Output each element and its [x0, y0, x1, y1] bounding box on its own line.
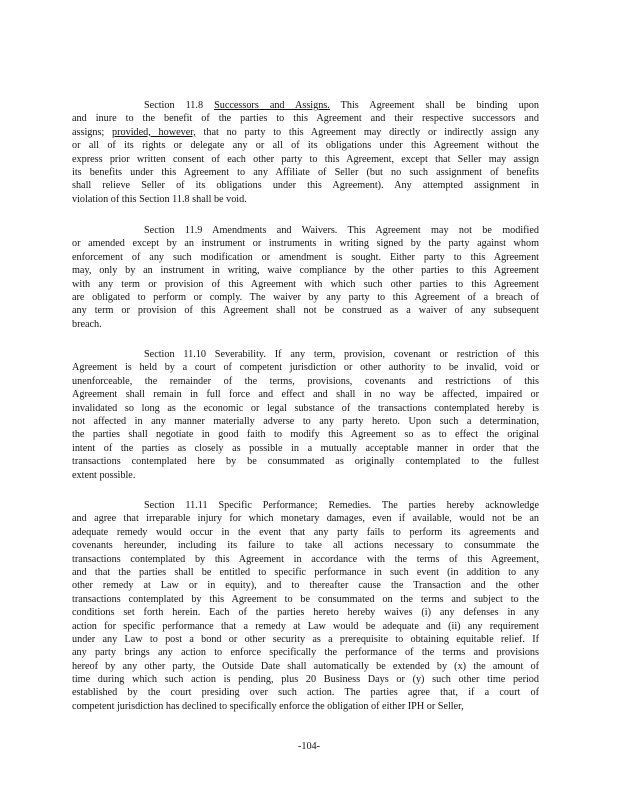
text-run: and inure to the benefit of the parties to this Agreement and their respective successors and: [72, 113, 539, 125]
text-run: assigns;: [72, 126, 113, 138]
paragraph-line: [72, 539, 539, 552]
paragraph-line: [72, 291, 539, 304]
paragraph-line: [72, 512, 539, 525]
section-11-11: [72, 499, 539, 713]
text-run: intent of the parties as closely as possible in a mutually acceptable manner in order that the: [72, 442, 539, 454]
paragraph-line: [72, 278, 539, 291]
page-number: -104-: [297, 741, 321, 752]
text-run: competent jurisdiction has declined to specifically enforce the obligation of either IPH or Seller,: [72, 700, 464, 712]
underlined-heading: provided, however,: [112, 126, 196, 138]
text-run: Agreement is held by a court of competent jurisdiction or other authority to be invalid, void or: [72, 362, 539, 374]
text-run: and agree that irreparable injury for which monetary damages, even if available, would not be an: [72, 513, 539, 525]
text-run: other remedy at Law or in equity), and to thereafter cause the Transaction and the other: [72, 580, 539, 592]
paragraph-line: [72, 579, 539, 592]
text-run: or all of its rights or delegate any or all of its obligations under this Agreement without the: [72, 140, 539, 152]
paragraph-line: [72, 166, 539, 179]
paragraph-line: [72, 126, 539, 139]
paragraph-line: [72, 237, 539, 250]
paragraph-line: [72, 402, 539, 415]
paragraph-line: [72, 646, 539, 659]
text-run: any party brings any action to enforce specifically the performance of the terms and provisions: [72, 647, 539, 659]
text-run: the parties shall negotiate in good faith to modify this Agreement so as to effect the original: [72, 429, 539, 441]
text-run: with any term or provision of this Agreement with which such other parties to this Agreement: [72, 278, 539, 290]
paragraph-line: [72, 193, 539, 206]
text-run: violation of this Section 11.8 shall be void.: [72, 193, 247, 205]
text-run: under any Law to post a bond or other security as a prerequisite to obtaining equitable relief. If: [72, 633, 539, 645]
text-run: hereof by any other party, the Outside Date shall automatically be extended by (x) the amount of: [72, 660, 539, 672]
paragraph-line: [72, 361, 539, 374]
text-run: shall relieve Seller of its obligations under this Agreement). Any attempted assignment in: [72, 180, 539, 192]
paragraph-line: [72, 153, 539, 166]
text-run: transactions contemplated by this Agreement in accordance with the terms of this Agreement,: [72, 553, 539, 565]
paragraph-line: [72, 388, 539, 401]
text-run: may, only by an instrument in writing, waive compliance by the other parties to this Agreement: [72, 265, 539, 277]
paragraph-line: [72, 633, 539, 646]
text-run: action for specific performance that a remedy at Law would be adequate and (ii) any requirement: [72, 620, 539, 632]
paragraph-line: [72, 99, 539, 112]
text-run: or amended except by an instrument or instruments in writing signed by the party against whom: [72, 238, 539, 250]
text-run: that no party to this Agreement may directly or indirectly assign any: [195, 126, 539, 138]
paragraph-line: [72, 660, 539, 673]
paragraph-line: [72, 375, 539, 388]
text-run: extent possible.: [72, 469, 136, 481]
underlined-heading: Successors and Assigns.: [214, 100, 330, 111]
paragraph-line: [72, 224, 539, 237]
text-run: transactions contemplated here by be consummated as originally contemplated to the fullest: [72, 456, 539, 468]
paragraph-line: [72, 499, 539, 512]
paragraph-line: [72, 304, 539, 317]
paragraph-line: [72, 469, 539, 482]
paragraph-line: [72, 179, 539, 192]
section-11-9: [72, 224, 539, 331]
text-run: enforcement of any such modification or amendment is sought. Either party to this Agreement: [72, 251, 539, 263]
paragraph-line: [72, 139, 539, 152]
paragraph-line: [72, 251, 539, 264]
paragraph-line: [72, 348, 539, 361]
text-run: Section 11.11 Specific Performance; Remedies. The parties hereby acknowledge: [144, 500, 539, 511]
paragraph-line: [72, 566, 539, 579]
paragraph-line: [72, 673, 539, 686]
section-11-10: [72, 348, 539, 482]
paragraph-line: [72, 686, 539, 699]
paragraph-line: [72, 526, 539, 539]
text-run: unenforceable, the remainder of the terms, provisions, covenants and restrictions of this: [72, 375, 539, 387]
text-run: any term or provision of this Agreement shall not be construed as a waiver of any subsequent: [72, 305, 539, 317]
text-run: time during which such action is pending, plus 20 Business Days or (y) such other time period: [72, 674, 539, 686]
text-run: Section 11.9 Amendments and Waivers. This Agreement may not be modified: [144, 225, 539, 236]
text-run: not affected in any manner materially adverse to any party hereto. Upon such a determination,: [72, 415, 539, 427]
text-run: adequate remedy would occur in the event that any party fails to perform its agreements and: [72, 526, 539, 538]
text-run: invalidated so long as the economic or legal substance of the transactions contemplated hereby is: [72, 402, 539, 414]
text-run: and that the parties shall be entitled to specific performance in such event (in addition to any: [72, 566, 539, 578]
text-run: transactions contemplated by this Agreement to be consummated on the terms and subject to the: [72, 593, 539, 605]
text-run: Section 11.8: [144, 100, 215, 111]
text-run: conditions set forth herein. Each of the parties hereto hereby waives (i) any defenses in any: [72, 607, 539, 619]
section-11-8: [72, 99, 539, 206]
paragraph-line: [72, 415, 539, 428]
paragraph-line: [72, 620, 539, 633]
paragraph-line: [72, 593, 539, 606]
paragraph-line: [72, 553, 539, 566]
paragraph-line: [72, 455, 539, 468]
text-run: express prior written consent of each other party to this Agreement, except that Seller may assign: [72, 153, 539, 165]
text-run: are obligated to perform or comply. The waiver by any party to this Agreement of a breach of: [72, 291, 539, 303]
paragraph-line: [72, 606, 539, 619]
paragraph-line: [72, 700, 539, 713]
text-run: Section 11.10 Severability. If any term, provision, covenant or restriction of this: [144, 349, 539, 360]
paragraph-line: [72, 112, 539, 125]
text-run: breach.: [72, 318, 102, 330]
paragraph-line: [72, 318, 539, 331]
paragraph-line: [72, 442, 539, 455]
text-run: Agreement shall remain in full force and effect and shall in no way be affected, impaired or: [72, 389, 539, 401]
paragraph-line: [72, 264, 539, 277]
text-run: established by the court presiding over such action. The parties agree that, if a court of: [72, 687, 539, 699]
text-run: covenants hereunder, including its failure to take all actions necessary to consummate the: [72, 540, 539, 552]
paragraph-line: [72, 428, 539, 441]
text-run: This Agreement shall be binding upon: [329, 100, 539, 111]
text-run: its benefits under this Agreement to any Affiliate of Seller (but no such assignment of benefits: [72, 166, 539, 178]
